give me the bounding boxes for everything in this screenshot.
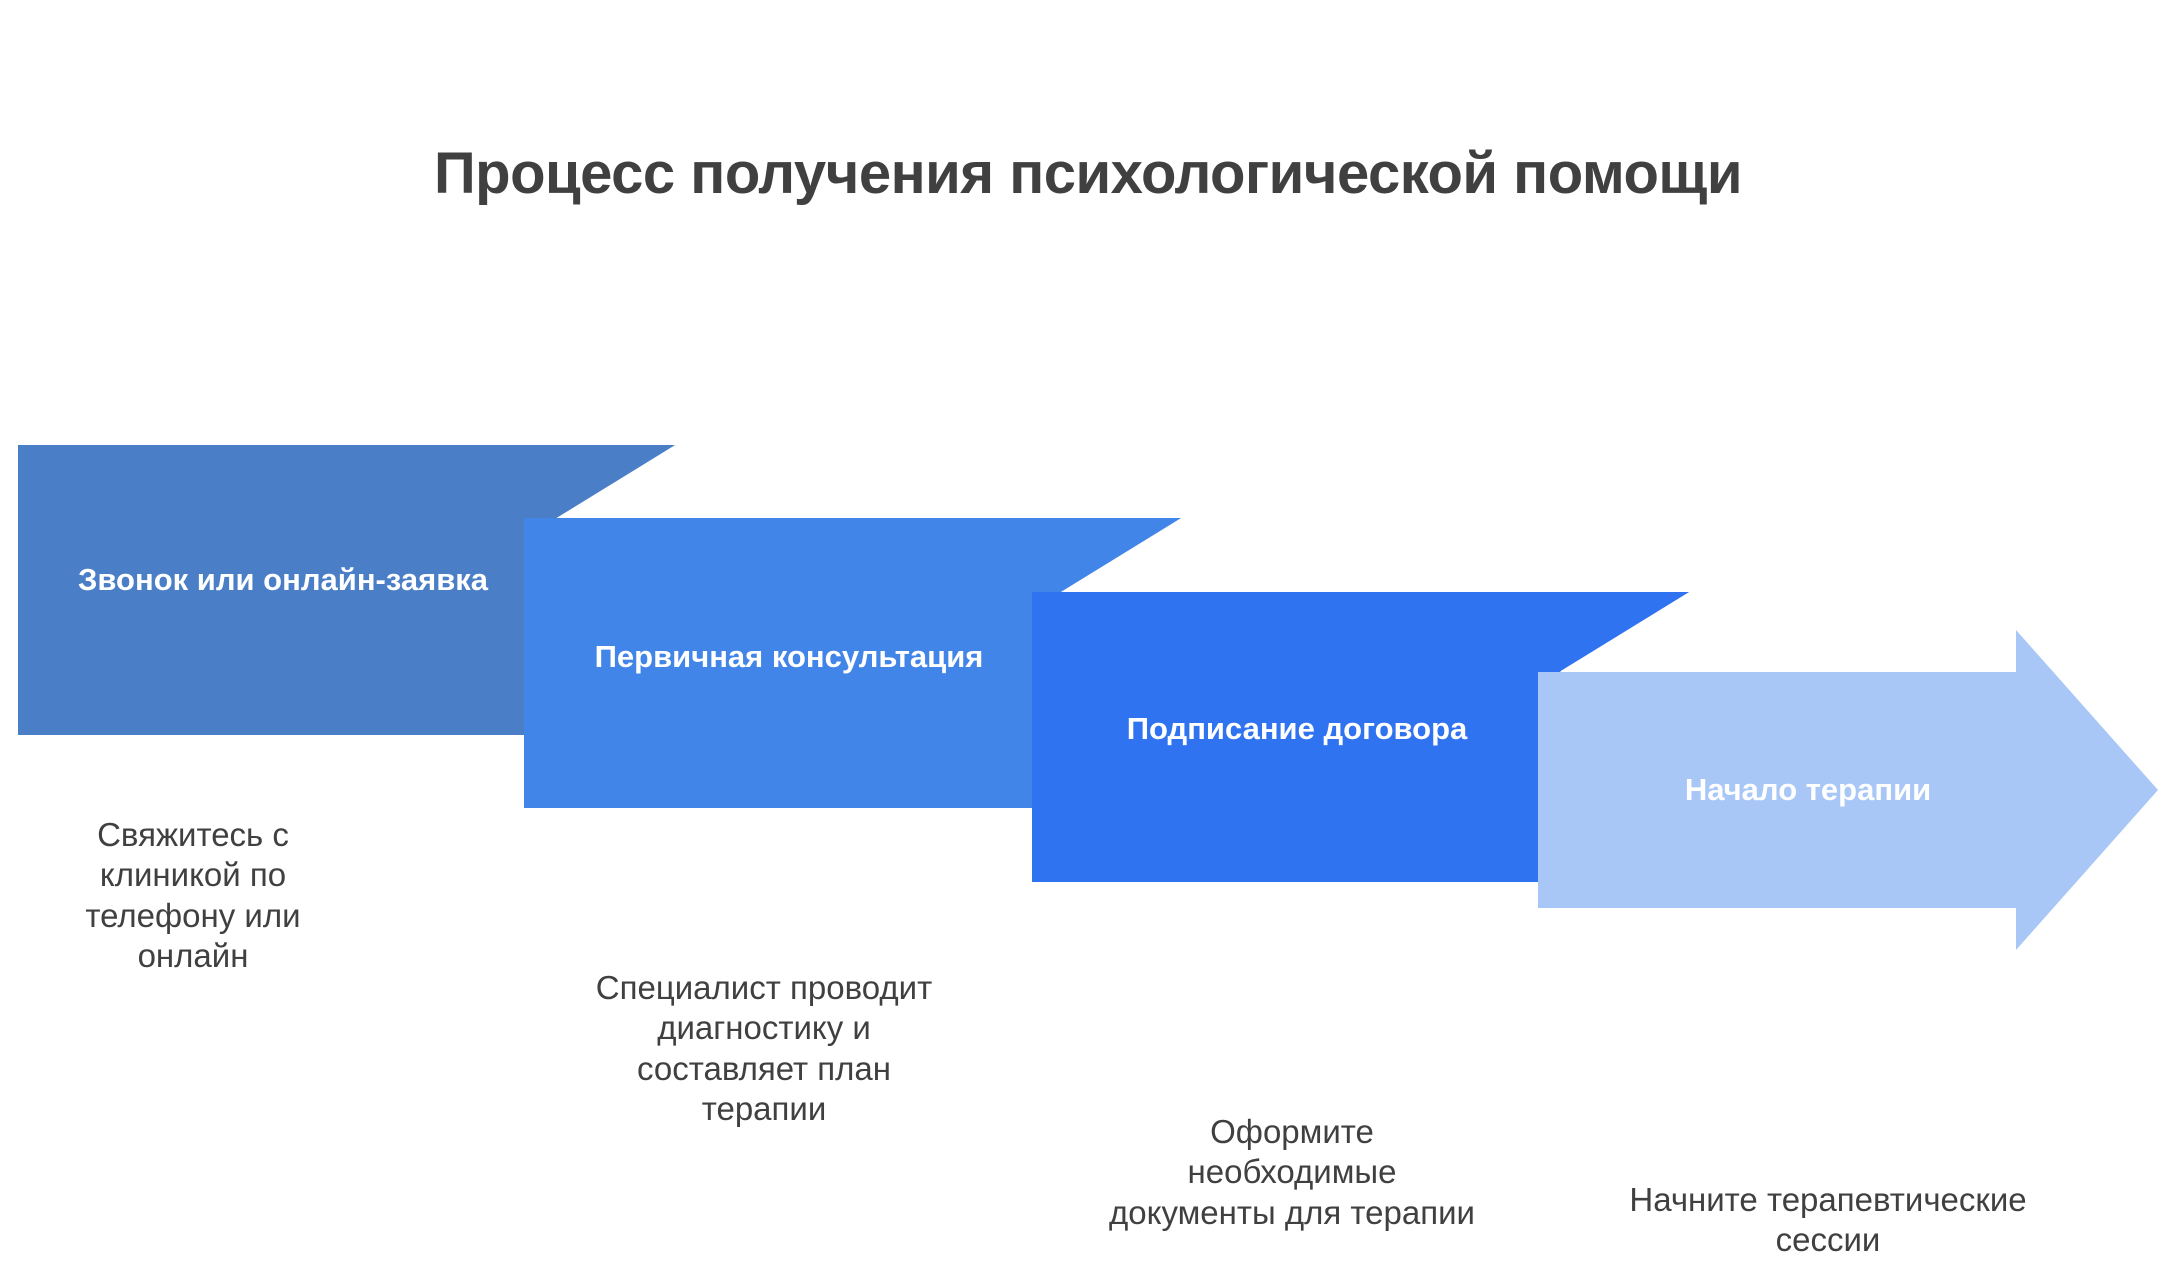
stage-4-caption: Начните терапевтические сессии [1629, 1181, 2027, 1259]
stage-3-caption: Оформите необходимые документы для терапии [1109, 1113, 1475, 1231]
page-title: Процесс получения психологической помощи [433, 141, 1743, 206]
stage-2-label: Первичная консультация [594, 639, 984, 675]
stage-2-caption: Специалист проводит диагностику и составляет план терапии [595, 969, 933, 1127]
stage-4-label: Начало терапии [1684, 772, 1932, 808]
stage-1-label: Звонок или онлайн-заявка [77, 562, 489, 598]
process-stage-4[interactable] [1538, 630, 2158, 1259]
stage-3-label: Подписание договора [1126, 711, 1468, 747]
stage-1-caption: Свяжитесь с клиникой по телефону или онлайн [85, 816, 301, 974]
stage-4-arrow-shape [1538, 630, 2158, 970]
